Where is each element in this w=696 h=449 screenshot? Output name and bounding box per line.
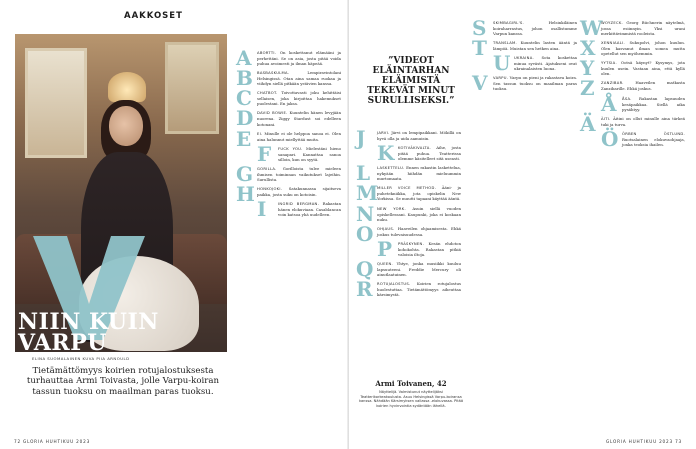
entry-keyword: MILLER VOICE METHOD. bbox=[377, 186, 437, 191]
bio-text: Näyttelijä. Valmistunut näyttelijäksi Teatterikorkeakoulusta. Asuu Helsingissä Varpu-koiransa kanssa. Nähdään Kärsimyksen vallassa -elokuvassa. Pitää koirien hyvinvointia sydäntään lähellä. bbox=[358, 390, 464, 408]
entry-text: Ootsä käynyt? Kysymys, jota kuulen usein. Vastaan aina, että kyllä olen. bbox=[601, 60, 685, 77]
article-headline: NIIN KUIN VARPU bbox=[18, 309, 159, 356]
alphabet-entry bbox=[236, 197, 342, 222]
entry-text: Rakastan lapsuuden kesäpaikkaa. Siellä aika pysähtyy. bbox=[622, 95, 685, 112]
entry-keyword: ÅSA. bbox=[622, 96, 632, 101]
entry-text: Toivottavasti joku kehittäisi sellaisen, joka kirjoittaa hakemukset puolestani. En jaksa. bbox=[257, 90, 341, 107]
alphabet-entry bbox=[580, 36, 685, 61]
entry-text: Kuuntelin lasten ääntä ja lämpöä. Muistan sen hetken aina. bbox=[493, 40, 577, 52]
entry-drop-letter: N bbox=[356, 201, 375, 226]
entry-keyword: GORILLA. bbox=[257, 166, 277, 171]
entry-drop-letter: C bbox=[236, 86, 252, 111]
article-lead: Tietämättömyys koirien rotujalostuksesta turhauttaa Armi Toivasta, jolle Varpu-koiran tassun tuoksu on maailman paras tuoksu. bbox=[26, 366, 220, 397]
entry-text: Aihe, josta pitää puhua. Teatterissa olemme käsitelleet sitä useasti. bbox=[398, 145, 461, 162]
alphabet-entry bbox=[356, 236, 461, 261]
entry-drop-letter: R bbox=[356, 277, 373, 302]
entry-keyword: JARVI. bbox=[377, 131, 390, 135]
entry-drop-letter: K bbox=[377, 141, 395, 166]
folio-left: 72 GLORIA HUHTIKUU 2023 bbox=[14, 439, 91, 444]
page-spine bbox=[347, 0, 349, 449]
entry-keyword: EI. bbox=[257, 131, 263, 136]
entry-text: Ennen rakastin laskettelua, nykyään hiihdän mieluummin murtomaata. bbox=[377, 165, 461, 182]
alphabet-entry bbox=[472, 71, 577, 96]
alphabet-entry bbox=[580, 56, 685, 81]
entry-drop-letter: Y bbox=[580, 56, 595, 81]
entry-keyword: ZANZIBAR. bbox=[601, 81, 624, 86]
entry-keyword: WOYZECK. bbox=[601, 21, 624, 25]
entry-text: Haaveilen matkasta Zanzibarille. Ehkä joskus. bbox=[601, 80, 685, 92]
bio-name: Armi Toivanen, 42 bbox=[375, 379, 447, 388]
alphabet-entry bbox=[236, 46, 341, 70]
section-tag: AAKKOSET bbox=[124, 11, 183, 21]
folio-right: GLORIA HUHTIKUU 2023 73 bbox=[605, 439, 682, 444]
entry-drop-letter: Ö bbox=[601, 126, 619, 151]
alphabet-entry bbox=[356, 277, 461, 302]
entry-keyword: CHATBOT. bbox=[257, 91, 278, 96]
entry-drop-letter: P bbox=[377, 236, 393, 261]
entry-drop-letter: G bbox=[236, 161, 254, 186]
entry-keyword: HONKOJOKI. bbox=[257, 186, 283, 191]
entry-text: Varpu on pieni ja rakastava koira. Sen tassun tuoksu on maailman paras tuoksu. bbox=[493, 75, 577, 92]
entry-drop-letter: I bbox=[257, 197, 267, 222]
entry-drop-letter: U bbox=[493, 51, 511, 76]
text-column-1 bbox=[236, 46, 342, 222]
entry-text: Georg Büchnerin näytelmä, jossa esiinnyin. Yksi urani merkittävimmistä rooleista. bbox=[601, 20, 685, 37]
entry-text: Äitini on ollut minulle aina tärkeä tuki ja turva. bbox=[601, 115, 685, 127]
entry-keyword: KOTIVÄKIVALTA. bbox=[398, 146, 431, 151]
text-column-2 bbox=[356, 126, 461, 302]
alphabet-entry bbox=[236, 66, 341, 91]
entry-drop-letter: W bbox=[580, 16, 603, 40]
entry-text: On koskettanut elämääni ja perhettäni. Se on asia, josta pitää voida puhua avoimesti ja ilman häpeää. bbox=[257, 50, 341, 67]
photo-face bbox=[109, 106, 143, 146]
entry-keyword: TRANSLAM. bbox=[493, 41, 518, 46]
entry-drop-letter: Q bbox=[356, 256, 374, 281]
entry-keyword: ÄITI. bbox=[601, 116, 611, 121]
entry-keyword: FUCK YOU. bbox=[278, 146, 303, 151]
alphabet-entry bbox=[356, 201, 461, 226]
alphabet-entry bbox=[580, 16, 685, 40]
entry-keyword: ÖRBEN ÖSTLUND. bbox=[622, 131, 685, 136]
entry-text: Sukupolvi, johon kuulun. Olen kasvanut ilman somea mutta opetellut sen myöhemmin. bbox=[601, 40, 685, 57]
entry-text: Ruotsalainen elokuvaohjaaja, jonka teoksia ihailen. bbox=[622, 136, 685, 147]
entry-drop-letter: L bbox=[356, 161, 371, 186]
entry-drop-letter: O bbox=[356, 221, 374, 246]
entry-keyword: NEW YORK. bbox=[377, 206, 406, 211]
entry-text: Kesän ehdoton kohokohta. Rakastan pitkiä valoisia iltoja. bbox=[398, 240, 461, 257]
alphabet-entry bbox=[472, 16, 577, 40]
text-column-4 bbox=[580, 16, 685, 151]
entry-keyword: DAVID BOWIE. bbox=[257, 111, 288, 116]
entry-text: Gorilloista tulee mieleen ihmisen toiminnan vaikutukset lajeihin. Surullista. bbox=[257, 165, 341, 182]
alphabet-entry bbox=[356, 141, 461, 166]
entry-keyword: ROTUJALOSTUS. bbox=[377, 282, 411, 287]
alphabet-entry bbox=[236, 86, 341, 111]
bio-box bbox=[358, 379, 464, 408]
entry-text: Järvi on lempipaikkani. Mökillä on hyvä olla ja uida aamuisin. bbox=[377, 130, 461, 142]
entry-drop-letter: J bbox=[356, 126, 366, 150]
photo-window bbox=[25, 48, 87, 158]
entry-text: Satakunnassa sijaitseva paikka, josta suku on kotoisin. bbox=[257, 185, 341, 197]
entry-drop-letter: H bbox=[236, 181, 255, 206]
entry-text: Sota koskettaa minua syvästi. Ajatukseni ovat ukrainalaisten luona. bbox=[514, 55, 577, 72]
entry-drop-letter: A bbox=[236, 46, 252, 70]
alphabet-entry bbox=[356, 161, 461, 186]
alphabet-entry bbox=[472, 51, 577, 76]
entry-drop-letter: B bbox=[236, 66, 253, 91]
entry-drop-letter: T bbox=[472, 36, 487, 61]
entry-text: Rakastan hänen elokuviaan. Casablancan voin katsoa yhä uudelleen. bbox=[278, 201, 342, 218]
text-column-3 bbox=[472, 16, 577, 96]
pull-quote: ”VIDEOT ELÄINTARHAN ELÄIMISTÄ TEKEVÄT MINUT SURULLISEKSI.” bbox=[367, 56, 455, 106]
entry-keyword: PRÄSKYNEN. bbox=[398, 241, 425, 246]
entry-keyword: BASBASKULMA. bbox=[257, 71, 290, 76]
entry-keyword: YYTSIA. bbox=[601, 61, 617, 66]
entry-drop-letter: Z bbox=[580, 76, 595, 101]
entry-text: Mielestäni hieno sanapari. Kannattaa sanoa silloin, kun on syytä. bbox=[278, 145, 341, 162]
photo-lamp bbox=[108, 72, 146, 102]
entry-drop-letter: M bbox=[356, 181, 379, 206]
entry-keyword: XENNIAALI. bbox=[601, 41, 625, 46]
alphabet-entry bbox=[236, 141, 341, 166]
entry-keyword: UKRAINA. bbox=[514, 56, 534, 61]
article-credits: ELINA SUOMALAINEN KUVA PIIA ARNOULD bbox=[32, 356, 130, 361]
entry-text: Helsinkiläinen koiraharrastus, johon osallistumme Varpun kanssa. bbox=[493, 20, 577, 37]
entry-drop-letter: E bbox=[236, 126, 252, 151]
entry-keyword: SKIMBAGIRL'S. bbox=[493, 21, 525, 25]
entry-drop-letter: D bbox=[236, 106, 254, 131]
entry-text: Haaveilen ohjaamisesta. Ehkä joskus tulevaisuudessa. bbox=[377, 225, 461, 237]
entry-keyword: VARPU. bbox=[493, 76, 509, 81]
entry-keyword: OHJAUS. bbox=[377, 226, 395, 231]
entry-drop-letter: Ä bbox=[580, 111, 596, 136]
alphabet-entry bbox=[356, 181, 461, 206]
entry-drop-letter: S bbox=[472, 16, 487, 40]
alphabet-entry bbox=[356, 256, 461, 281]
entry-text: Minulle ei ole helppoa sanoa ei. Olen aina halunnut miellyttää muita. bbox=[257, 130, 341, 142]
alphabet-entry bbox=[580, 91, 685, 116]
entry-text: Lempiravintolani Helsingissä. Otan aina samaa ruokaa ja viihdyn siellä pitkään ystävien kanssa. bbox=[257, 70, 341, 87]
entry-drop-letter: F bbox=[257, 141, 272, 166]
entry-keyword: LASKETTELU. bbox=[377, 166, 405, 171]
entry-drop-letter: V bbox=[472, 71, 488, 96]
entry-text: Koirien rotujalostus huolestuttaa. Tietämättömyys aiheuttaa kärsimystä. bbox=[377, 281, 461, 298]
entry-text: Ääni- ja puhetekniikka, jota opiskelin New Yorkissa. Se muutti tapaani käyttää ääntä. bbox=[377, 185, 461, 202]
entry-drop-letter: X bbox=[580, 36, 596, 61]
entry-drop-letter: Å bbox=[601, 91, 617, 116]
entry-text: Kuuntelin hänen levyjään nuorena. Ziggy Stardust soi edelleen kotonani. bbox=[257, 110, 341, 127]
entry-keyword: ABORTTI. bbox=[257, 51, 277, 55]
entry-text: Asuin siellä vuoden opiskellessani. Kaupunki, joka ei koskaan nuku. bbox=[377, 205, 461, 222]
entry-keyword: QUEEN. bbox=[377, 261, 393, 266]
entry-keyword: INGRID BERGMAN. bbox=[278, 202, 320, 207]
alphabet-entry bbox=[236, 161, 341, 186]
alphabet-entry bbox=[236, 106, 341, 131]
entry-text: Yhtye, jonka musiikki kuuluu lapsuuteeni. Freddie Mercury oli ainutlaatuinen. bbox=[377, 260, 461, 277]
alphabet-entry bbox=[580, 126, 685, 151]
